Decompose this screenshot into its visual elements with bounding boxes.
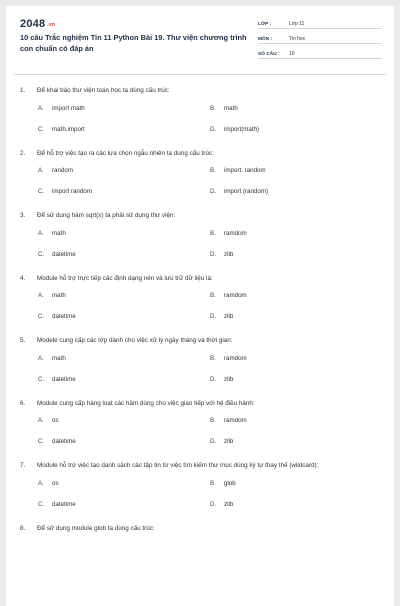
answer-key: A. xyxy=(38,167,44,174)
answer-text: ramdom xyxy=(224,229,247,237)
answer-text: import(math) xyxy=(224,125,260,133)
answer-key: A. xyxy=(38,104,44,112)
answer-text: datetime xyxy=(52,438,76,445)
answer-text: math xyxy=(52,354,66,362)
question-number: 2. xyxy=(20,149,26,157)
question-body: Module hỗ trợ việc tạo danh sách các tập tin từ việc tìm kiếm thư mục dùng ký tự thay thế (wildcard): xyxy=(37,462,319,469)
answer-text: import math xyxy=(52,104,85,112)
answer-key: D. xyxy=(210,250,217,258)
answer-text: math.import xyxy=(52,125,85,133)
answer-option[interactable] xyxy=(210,437,382,446)
answer-text: datetime xyxy=(52,313,76,320)
question-item xyxy=(6,86,394,134)
header-divider xyxy=(14,74,386,75)
answer-text: zlib xyxy=(224,438,234,445)
answer-option[interactable] xyxy=(38,500,210,509)
question-text xyxy=(6,274,394,284)
answer-options xyxy=(6,354,394,384)
answer-text: import (random) xyxy=(224,188,269,195)
question-text xyxy=(6,524,394,534)
meta-label: LỚP : xyxy=(258,22,272,27)
answer-option[interactable] xyxy=(210,354,382,363)
question-body: Để hỗ trợ việc tạo ra các lựa chọn ngẫu nhiên ta dùng cấu trúc: xyxy=(37,149,214,157)
answer-option[interactable] xyxy=(210,125,382,134)
answer-options xyxy=(6,229,394,259)
question-item xyxy=(6,399,394,447)
answer-key: A. xyxy=(38,417,44,424)
answer-key: A. xyxy=(38,229,44,237)
answer-option[interactable] xyxy=(210,250,382,259)
answer-key: D. xyxy=(210,313,217,320)
answer-options xyxy=(6,291,394,321)
question-number: 5. xyxy=(20,337,26,344)
answer-key: A. xyxy=(38,292,44,299)
answer-key: B. xyxy=(210,354,216,362)
question-item xyxy=(6,211,394,259)
question-body: Để sử dụng module glob ta dùng cấu trúc: xyxy=(37,524,155,532)
document-title: 10 câu Trắc nghiệm Tin 11 Python Bài 19. Thư viện chương trình con chuẩn có đáp án xyxy=(20,33,247,53)
meta-row-count xyxy=(258,47,382,59)
question-list xyxy=(6,86,394,548)
answer-text: zlib xyxy=(224,375,234,383)
answer-options xyxy=(6,166,394,196)
question-number: 6. xyxy=(20,399,26,407)
question-body: Để sử dụng hàm sqrt(x) ta phải sử dụng thư viện: xyxy=(37,212,176,219)
question-number: 3. xyxy=(20,212,26,219)
answer-options xyxy=(6,416,394,446)
answer-text: random xyxy=(52,167,73,174)
question-item xyxy=(6,336,394,384)
answer-text: import. random xyxy=(224,167,266,174)
question-text xyxy=(6,461,394,471)
answer-option[interactable] xyxy=(210,291,382,300)
answer-option[interactable] xyxy=(210,416,382,425)
answer-key: D. xyxy=(210,188,217,195)
answer-text: math xyxy=(224,104,238,112)
answer-options xyxy=(6,104,394,134)
answer-text: ramdom xyxy=(224,354,247,362)
answer-option[interactable] xyxy=(210,229,382,238)
question-text xyxy=(6,399,394,409)
answer-key: D. xyxy=(210,125,217,133)
meta-info xyxy=(258,17,382,62)
meta-value: Lớp 11 xyxy=(289,21,305,27)
answer-option[interactable] xyxy=(38,250,210,259)
answer-option[interactable] xyxy=(38,187,210,196)
answer-key: C. xyxy=(38,438,45,445)
answer-key: C. xyxy=(38,375,45,383)
answer-text: datetime xyxy=(52,375,76,383)
answer-option[interactable] xyxy=(38,479,210,488)
document-header xyxy=(6,6,394,70)
question-body: Module hỗ trợ trực tiếp các định dạng nén và lưu trữ dữ liệu là: xyxy=(37,274,213,282)
answer-key: C. xyxy=(38,500,45,508)
answer-key: B. xyxy=(210,167,216,174)
answer-text: math xyxy=(52,292,66,299)
meta-value: 10 xyxy=(289,51,295,57)
question-text xyxy=(6,211,394,221)
answer-text: os xyxy=(52,479,59,487)
answer-options xyxy=(6,479,394,509)
answer-key: B. xyxy=(210,479,216,487)
question-body: Module cung cấp hàng loạt các hàm dùng cho việc giao tiếp với hệ điều hành: xyxy=(37,399,255,407)
answer-option[interactable] xyxy=(38,437,210,446)
answer-key: D. xyxy=(210,438,217,445)
answer-key: A. xyxy=(38,479,44,487)
answer-option[interactable] xyxy=(38,291,210,300)
answer-option[interactable] xyxy=(38,354,210,363)
answer-option[interactable] xyxy=(210,312,382,321)
answer-option[interactable] xyxy=(210,187,382,196)
document-page xyxy=(6,6,394,606)
meta-value: Tin học xyxy=(289,36,306,42)
answer-option[interactable] xyxy=(210,479,382,488)
meta-row-class xyxy=(258,17,382,29)
answer-key: A. xyxy=(38,354,44,362)
answer-text: glob xyxy=(224,479,236,487)
answer-option[interactable] xyxy=(210,166,382,175)
answer-option[interactable] xyxy=(38,375,210,384)
answer-key: B. xyxy=(210,229,216,237)
answer-option[interactable] xyxy=(210,104,382,113)
answer-text: datetime xyxy=(52,250,76,258)
question-number: 4. xyxy=(20,274,26,282)
answer-text: ramdom xyxy=(224,417,247,424)
answer-option[interactable] xyxy=(38,125,210,134)
question-text xyxy=(6,336,394,346)
answer-option[interactable] xyxy=(210,375,382,384)
answer-option[interactable] xyxy=(38,312,210,321)
answer-text: math xyxy=(52,229,66,237)
answer-option[interactable] xyxy=(38,104,210,113)
answer-text: os xyxy=(52,417,59,424)
answer-option[interactable] xyxy=(38,229,210,238)
question-number: 7. xyxy=(20,462,26,469)
answer-text: zlib xyxy=(224,313,234,320)
answer-key: C. xyxy=(38,125,45,133)
answer-text: zlib xyxy=(224,500,234,508)
question-item xyxy=(6,461,394,509)
answer-text: ramdom xyxy=(224,292,247,299)
site-logo[interactable] xyxy=(20,18,55,30)
answer-option[interactable] xyxy=(38,416,210,425)
meta-label: MÔN : xyxy=(258,37,273,42)
answer-key: B. xyxy=(210,292,216,299)
question-item xyxy=(6,274,394,322)
answer-text: import random xyxy=(52,188,92,195)
question-body: Để khai báo thư viện toán học ta dùng cấu trúc: xyxy=(37,87,170,94)
question-item xyxy=(6,149,394,197)
answer-key: B. xyxy=(210,104,216,112)
answer-key: C. xyxy=(38,313,45,320)
question-body: Modele cung cấp các lớp dành cho việc xử lý ngày tháng và thời gian: xyxy=(37,337,233,344)
question-item xyxy=(6,524,394,534)
answer-key: B. xyxy=(210,417,216,424)
answer-key: D. xyxy=(210,375,217,383)
answer-key: D. xyxy=(210,500,217,508)
answer-option[interactable] xyxy=(38,166,210,175)
meta-row-subject xyxy=(258,32,382,44)
logo-main: 2048 xyxy=(20,18,46,30)
question-number: 1. xyxy=(20,87,26,94)
answer-key: C. xyxy=(38,188,45,195)
answer-key: C. xyxy=(38,250,45,258)
logo-suffix: .vn xyxy=(47,22,56,28)
answer-text: datetime xyxy=(52,500,76,508)
answer-text: zlib xyxy=(224,250,234,258)
question-text xyxy=(6,86,394,96)
answer-option[interactable] xyxy=(210,500,382,509)
meta-label: SỐ CÂU : xyxy=(258,52,280,57)
question-number: 8. xyxy=(20,524,26,532)
question-text xyxy=(6,149,394,159)
